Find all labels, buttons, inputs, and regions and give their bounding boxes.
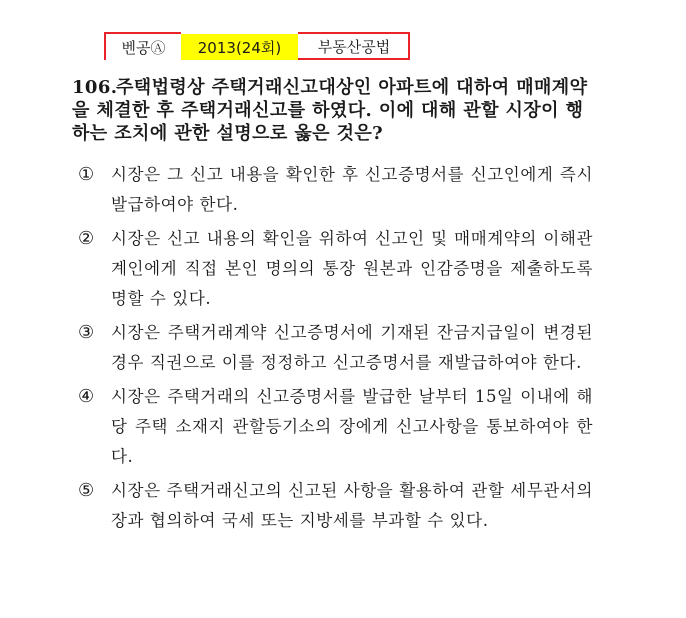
answer-option-1[interactable] — [78, 160, 593, 220]
header-author: 벤공Ⓐ — [104, 32, 181, 60]
header-subject: 부동산공법 — [298, 32, 410, 60]
option-text: 시장은 주택거래의 신고증명서를 발급한 날부터 15일 이내에 해당 주택 소재지 관할등기소의 장에게 신고사항을 통보하여야 한다. — [111, 387, 593, 466]
option-text: 시장은 신고 내용의 확인을 위하여 신고인 및 매매계약의 이해관계인에게 직접 본인 명의의 통장 원본과 인감증명을 제출하도록 명할 수 있다. — [111, 229, 593, 308]
option-marker: ④ — [78, 386, 95, 407]
exam-header — [104, 32, 410, 60]
answer-option-5[interactable] — [78, 476, 593, 536]
question-text: 주택법령상 주택거래신고대상인 아파트에 대하여 매매계약을 체결한 후 주택거래신고를 하였다. 이에 대해 관할 시장이 행하는 조치에 관한 설명으로 옳은 것은? — [72, 77, 588, 144]
question-number: 106. — [72, 77, 118, 98]
option-text: 시장은 그 신고 내용을 확인한 후 신고증명서를 신고인에게 즉시 발급하여야 한다. — [111, 165, 593, 214]
answer-option-2[interactable] — [78, 224, 593, 314]
option-marker: ② — [78, 228, 95, 249]
header-year-round: 2013(24회) — [181, 32, 298, 60]
answer-option-3[interactable] — [78, 318, 593, 378]
question-stem — [72, 76, 592, 145]
option-text: 시장은 주택거래신고의 신고된 사항을 활용하여 관할 세무관서의 장과 협의하여 국세 또는 지방세를 부과할 수 있다. — [111, 481, 593, 530]
option-marker: ③ — [78, 322, 95, 343]
answer-options — [78, 160, 593, 540]
option-text: 시장은 주택거래계약 신고증명서에 기재된 잔금지급일이 변경된 경우 직권으로 이를 정정하고 신고증명서를 재발급하여야 한다. — [111, 323, 593, 372]
option-marker: ⑤ — [78, 480, 95, 501]
option-marker: ① — [78, 164, 95, 185]
answer-option-4[interactable] — [78, 382, 593, 472]
